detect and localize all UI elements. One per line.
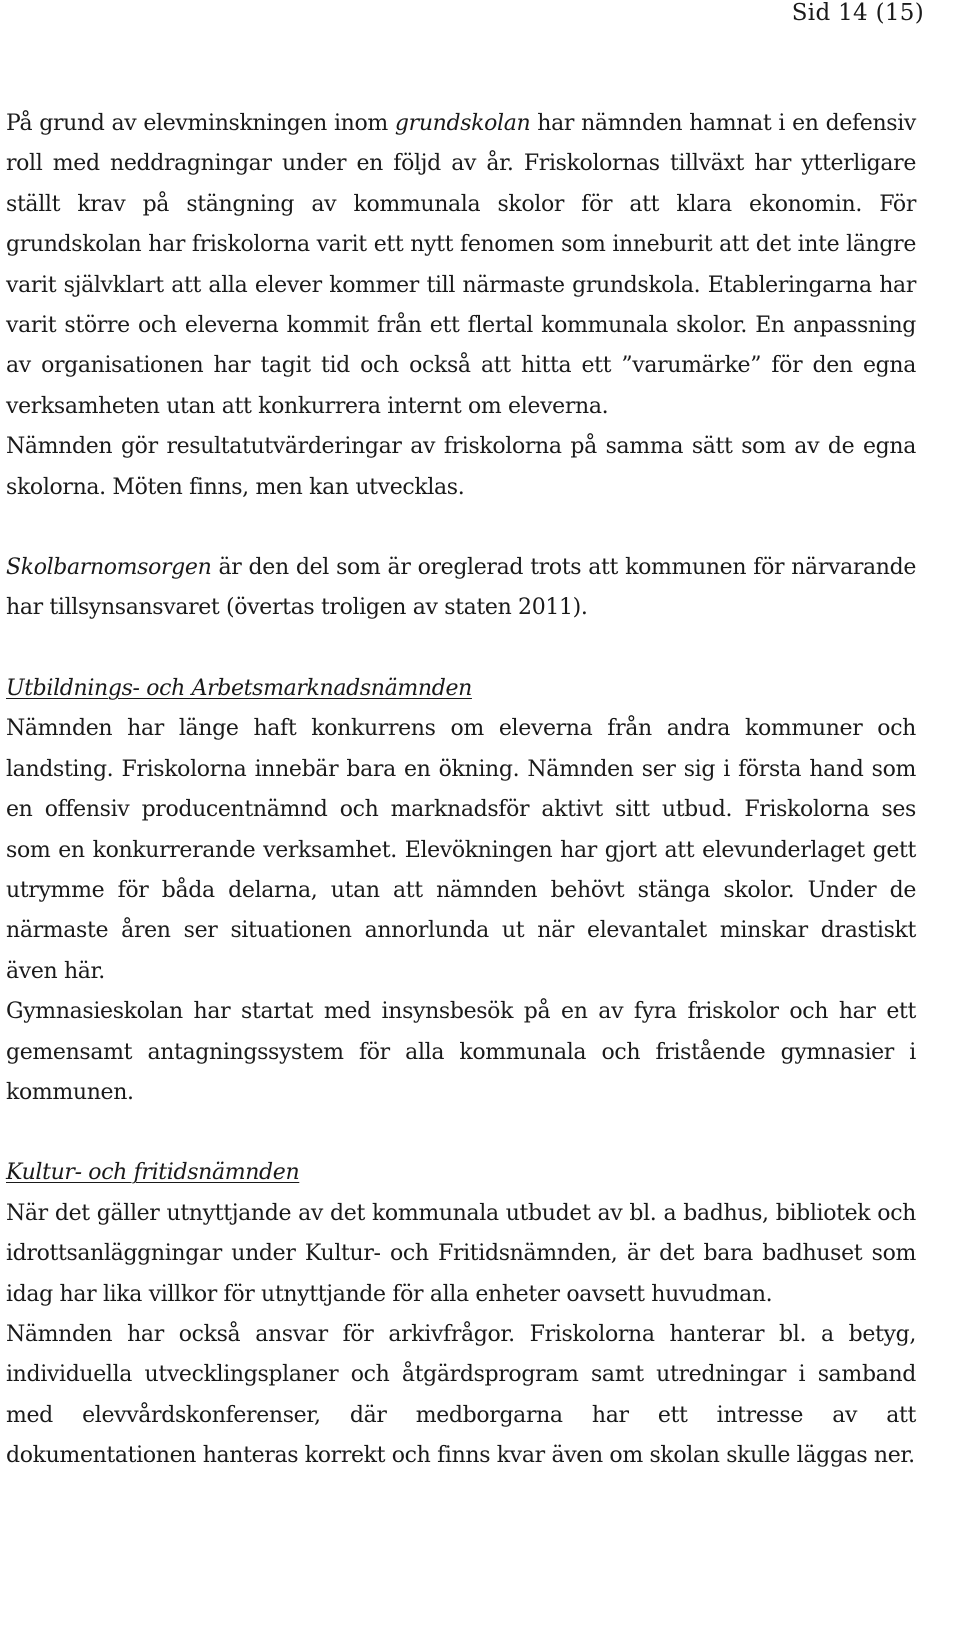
paragraph-gap [6, 629, 916, 669]
document-body [6, 104, 916, 1477]
section-heading-kultur: Kultur- och fritidsnämnden [6, 1160, 300, 1186]
paragraph-text: är den del som är oreglerad trots att kommunen för närvarande har tillsynsansvaret (övertas troligen av staten 2011). [6, 555, 916, 621]
paragraph-resultatutvardering: Nämnden gör resultatutvärderingar av friskolorna på samma sätt som av de egna skolorna. Möten finns, men kan utvecklas. [6, 434, 916, 500]
paragraph-text: På grund av elevminskningen inom [6, 111, 395, 136]
paragraph-gymnasieskolan: Gymnasieskolan har startat med insynsbesök på en av fyra friskolor och har ett gemensamt antagningssystem för alla kommunala och fristående gymnasier i kommunen. [6, 999, 916, 1105]
paragraph-gap [6, 508, 916, 548]
section-heading-wrapper [6, 669, 916, 709]
section-heading-wrapper [6, 1153, 916, 1193]
paragraph-arkivfragor: Nämnden har också ansvar för arkivfrågor. Friskolorna hanterar bl. a betyg, individuella utvecklingsplaner och åtgärdsprogram samt utredningar i samband med elevvårdskonferenser, där medborgarna har ett intresse av att dokumentationen hanteras korrekt och finns kvar även om skolan skulle läggas ner. [6, 1321, 916, 1469]
paragraph-utbildning-konkurrens: Nämnden har länge haft konkurrens om eleverna från andra kommuner och landsting. Friskolorna innebär bara en ökning. Nämnden ser sig i första hand som en offensiv producentnämnd och marknadsför aktivt sitt utbud. Friskolorna ses som en konkurrerande verksamhet. Elevökningen har gjort att elevunderlaget gett utrymme för båda delarna, utan att nämnden behövt stänga skolor. Under de närmaste åren ser situationen annorlunda ut när elevantalet minskar drastiskt även här. [6, 716, 916, 984]
paragraph-skolbarnomsorg [6, 548, 916, 629]
section-heading-utbildning: Utbildnings- och Arbetsmarknadsnämnden [6, 675, 472, 701]
paragraph-gap [6, 1113, 916, 1153]
page-number: Sid 14 (15) [791, 0, 924, 26]
paragraph-grundskola [6, 104, 916, 427]
emphasis-skolbarnomsorgen: Skolbarnomsorgen [6, 555, 212, 581]
emphasis-grundskolan: grundskolan [394, 111, 531, 136]
paragraph-kultur-utbud: När det gäller utnyttjande av det kommunala utbudet av bl. a badhus, bibliotek och idrottsanläggningar under Kultur- och Fritidsnämnden, är det bara badhuset som idag har lika villkor för utnyttjande för alla enheter oavsett huvudman. [6, 1200, 916, 1307]
paragraph-text: har nämnden hamnat i en defensiv roll med neddragningar under en följd av år. Friskolornas tillväxt har ytterligare ställt krav på stängning av kommunala skolor för att klara ekonomin. För grundskolan har friskolorna varit ett nytt fenomen som inneburit att det inte längre varit självklart att alla elever kommer till närmaste grundskola. Etableringarna har varit större och eleverna kommit från ett flertal kommunala skolor. En anpassning av organisationen har tagit tid och också att hitta ett ”varumärke” för den egna verksamheten utan att konkurrera internt om eleverna. [6, 111, 916, 419]
